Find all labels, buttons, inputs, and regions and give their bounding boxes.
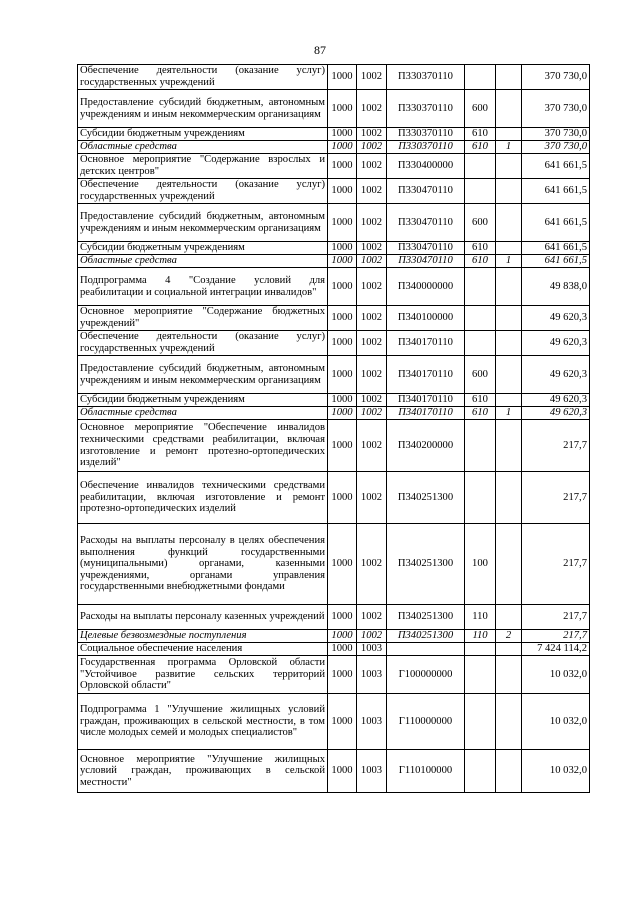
row-name: Субсидии бюджетным учреждениям: [78, 242, 328, 255]
expense-type-code: [465, 331, 496, 356]
row-name: Обеспечение деятельности (оказание услуг) государственных учреждений: [78, 179, 328, 204]
subsection-code: 1002: [357, 128, 387, 141]
section-code: 1000: [328, 331, 357, 356]
amount: 370 730,0: [522, 90, 590, 128]
target-article-code: П330400000: [387, 154, 465, 179]
funding-source-code: [496, 524, 522, 605]
page-number: 87: [314, 43, 326, 57]
row-name: Основное мероприятие "Обеспечение инвалидов техническими средствами реабилитации, включая изготовление и ремонт протезно-ортопедических изделий": [78, 420, 328, 472]
target-article-code: П340000000: [387, 268, 465, 306]
row-name: Областные средства: [78, 141, 328, 154]
subsection-code: 1002: [357, 242, 387, 255]
subsection-code: 1002: [357, 331, 387, 356]
amount: 217,7: [522, 472, 590, 524]
expense-type-code: 610: [465, 407, 496, 420]
target-article-code: П330370110: [387, 90, 465, 128]
section-code: 1000: [328, 141, 357, 154]
table-row: [78, 524, 590, 605]
target-article-code: П340251300: [387, 605, 465, 630]
row-name: Субсидии бюджетным учреждениям: [78, 128, 328, 141]
section-code: 1000: [328, 65, 357, 90]
subsection-code: 1002: [357, 90, 387, 128]
amount: 10 032,0: [522, 750, 590, 793]
target-article-code: П340200000: [387, 420, 465, 472]
section-code: 1000: [328, 356, 357, 394]
section-code: 1000: [328, 605, 357, 630]
table-row: [78, 204, 590, 242]
subsection-code: 1002: [357, 356, 387, 394]
expense-type-code: 600: [465, 204, 496, 242]
funding-source-code: [496, 306, 522, 331]
row-name: Государственная программа Орловской области "Устойчивое развитие сельских территорий Орловской области": [78, 656, 328, 694]
table-row: [78, 331, 590, 356]
section-code: 1000: [328, 255, 357, 268]
table-row: [78, 242, 590, 255]
section-code: 1000: [328, 306, 357, 331]
row-name: Расходы на выплаты персоналу казенных учреждений: [78, 605, 328, 630]
funding-source-code: [496, 356, 522, 394]
amount: 370 730,0: [522, 141, 590, 154]
amount: 370 730,0: [522, 128, 590, 141]
expense-type-code: 610: [465, 141, 496, 154]
target-article-code: П330370110: [387, 65, 465, 90]
expense-type-code: 110: [465, 605, 496, 630]
funding-source-code: [496, 420, 522, 472]
table-row: [78, 128, 590, 141]
table-row: [78, 472, 590, 524]
expense-type-code: 610: [465, 128, 496, 141]
section-code: 1000: [328, 242, 357, 255]
table-row: [78, 420, 590, 472]
amount: 49 838,0: [522, 268, 590, 306]
target-article-code: П340251300: [387, 630, 465, 643]
expense-type-code: 110: [465, 630, 496, 643]
section-code: 1000: [328, 656, 357, 694]
funding-source-code: [496, 656, 522, 694]
target-article-code: П330470110: [387, 204, 465, 242]
subsection-code: 1002: [357, 268, 387, 306]
table-row: [78, 656, 590, 694]
row-name: Основное мероприятие "Улучшение жилищных условий граждан, проживающих в сельской местности": [78, 750, 328, 793]
amount: 217,7: [522, 630, 590, 643]
row-name: Основное мероприятие "Содержание взрослых и детских центров": [78, 154, 328, 179]
amount: 49 620,3: [522, 331, 590, 356]
funding-source-code: [496, 90, 522, 128]
amount: 10 032,0: [522, 656, 590, 694]
subsection-code: 1002: [357, 472, 387, 524]
section-code: 1000: [328, 694, 357, 750]
subsection-code: 1003: [357, 643, 387, 656]
target-article-code: Г110100000: [387, 750, 465, 793]
amount: 641 661,5: [522, 179, 590, 204]
expense-type-code: 600: [465, 356, 496, 394]
table-row: [78, 750, 590, 793]
funding-source-code: [496, 154, 522, 179]
table-row: [78, 306, 590, 331]
section-code: 1000: [328, 524, 357, 605]
table-row: [78, 141, 590, 154]
row-name: Подпрограмма 4 "Создание условий для реабилитации и социальной интеграции инвалидов": [78, 268, 328, 306]
amount: 370 730,0: [522, 65, 590, 90]
subsection-code: 1002: [357, 524, 387, 605]
section-code: 1000: [328, 179, 357, 204]
expense-type-code: 600: [465, 90, 496, 128]
row-name: Обеспечение деятельности (оказание услуг) государственных учреждений: [78, 65, 328, 90]
section-code: 1000: [328, 630, 357, 643]
table-row: [78, 179, 590, 204]
amount: 49 620,3: [522, 356, 590, 394]
section-code: 1000: [328, 750, 357, 793]
row-name: Областные средства: [78, 407, 328, 420]
funding-source-code: [496, 179, 522, 204]
row-name: Социальное обеспечение населения: [78, 643, 328, 656]
expense-type-code: [465, 656, 496, 694]
amount: 49 620,3: [522, 407, 590, 420]
table-row: [78, 255, 590, 268]
funding-source-code: [496, 268, 522, 306]
budget-table: [77, 64, 590, 793]
expense-type-code: [465, 643, 496, 656]
section-code: 1000: [328, 420, 357, 472]
funding-source-code: [496, 694, 522, 750]
section-code: 1000: [328, 268, 357, 306]
funding-source-code: [496, 242, 522, 255]
funding-source-code: 1: [496, 255, 522, 268]
subsection-code: 1003: [357, 694, 387, 750]
row-name: Целевые безвозмездные поступления: [78, 630, 328, 643]
subsection-code: 1003: [357, 656, 387, 694]
row-name: Предоставление субсидий бюджетным, автономным учреждениям и иным некоммерческим организациям: [78, 356, 328, 394]
expense-type-code: 610: [465, 394, 496, 407]
row-name: Подпрограмма 1 "Улучшение жилищных условий граждан, проживающих в сельской местности, в том числе молодых семей и молодых специалистов": [78, 694, 328, 750]
section-code: 1000: [328, 128, 357, 141]
target-article-code: Г100000000: [387, 656, 465, 694]
subsection-code: 1002: [357, 306, 387, 331]
section-code: 1000: [328, 154, 357, 179]
section-code: 1000: [328, 472, 357, 524]
row-name: Обеспечение деятельности (оказание услуг) государственных учреждений: [78, 331, 328, 356]
funding-source-code: [496, 331, 522, 356]
expense-type-code: [465, 268, 496, 306]
expense-type-code: 100: [465, 524, 496, 605]
table-row: [78, 394, 590, 407]
subsection-code: 1002: [357, 65, 387, 90]
subsection-code: 1002: [357, 179, 387, 204]
target-article-code: П340251300: [387, 524, 465, 605]
table-row: [78, 356, 590, 394]
section-code: 1000: [328, 90, 357, 128]
target-article-code: П330370110: [387, 128, 465, 141]
subsection-code: 1002: [357, 394, 387, 407]
expense-type-code: 610: [465, 255, 496, 268]
funding-source-code: [496, 605, 522, 630]
subsection-code: 1002: [357, 630, 387, 643]
expense-type-code: [465, 306, 496, 331]
row-name: Областные средства: [78, 255, 328, 268]
expense-type-code: [465, 472, 496, 524]
target-article-code: П340170110: [387, 356, 465, 394]
expense-type-code: [465, 750, 496, 793]
target-article-code: П340170110: [387, 331, 465, 356]
row-name: Основное мероприятие "Содержание бюджетных учреждений": [78, 306, 328, 331]
table-row: [78, 65, 590, 90]
subsection-code: 1002: [357, 141, 387, 154]
amount: 641 661,5: [522, 204, 590, 242]
amount: 49 620,3: [522, 394, 590, 407]
subsection-code: 1002: [357, 204, 387, 242]
target-article-code: П340251300: [387, 472, 465, 524]
amount: 217,7: [522, 605, 590, 630]
table-row: [78, 643, 590, 656]
subsection-code: 1002: [357, 420, 387, 472]
section-code: 1000: [328, 407, 357, 420]
section-code: 1000: [328, 204, 357, 242]
amount: 49 620,3: [522, 306, 590, 331]
funding-source-code: [496, 128, 522, 141]
row-name: Предоставление субсидий бюджетным, автономным учреждениям и иным некоммерческим организациям: [78, 204, 328, 242]
target-article-code: П340100000: [387, 306, 465, 331]
expense-type-code: [465, 694, 496, 750]
amount: 7 424 114,2: [522, 643, 590, 656]
amount: 10 032,0: [522, 694, 590, 750]
funding-source-code: [496, 643, 522, 656]
target-article-code: П330370110: [387, 141, 465, 154]
expense-type-code: [465, 179, 496, 204]
funding-source-code: 2: [496, 630, 522, 643]
table-row: [78, 154, 590, 179]
expense-type-code: [465, 420, 496, 472]
expense-type-code: [465, 154, 496, 179]
expense-type-code: 610: [465, 242, 496, 255]
amount: 217,7: [522, 420, 590, 472]
table-row: [78, 268, 590, 306]
target-article-code: П340170110: [387, 394, 465, 407]
funding-source-code: [496, 394, 522, 407]
table-row: [78, 407, 590, 420]
expense-type-code: [465, 65, 496, 90]
row-name: Расходы на выплаты персоналу в целях обеспечения выполнения функций государственными (муниципальными) органами, казенными учреждениями, органами управления государственными внебюджетными фондами: [78, 524, 328, 605]
target-article-code: Г110000000: [387, 694, 465, 750]
funding-source-code: 1: [496, 407, 522, 420]
row-name: Субсидии бюджетным учреждениям: [78, 394, 328, 407]
amount: 641 661,5: [522, 255, 590, 268]
target-article-code: П330470110: [387, 242, 465, 255]
funding-source-code: 1: [496, 141, 522, 154]
target-article-code: П330470110: [387, 255, 465, 268]
subsection-code: 1002: [357, 605, 387, 630]
section-code: 1000: [328, 394, 357, 407]
table-row: [78, 90, 590, 128]
target-article-code: П330470110: [387, 179, 465, 204]
row-name: Предоставление субсидий бюджетным, автономным учреждениям и иным некоммерческим организациям: [78, 90, 328, 128]
table-row: [78, 694, 590, 750]
funding-source-code: [496, 65, 522, 90]
table-row: [78, 630, 590, 643]
amount: 641 661,5: [522, 154, 590, 179]
subsection-code: 1002: [357, 255, 387, 268]
funding-source-code: [496, 472, 522, 524]
row-name: Обеспечение инвалидов техническими средствами реабилитации, включая изготовление и ремонт протезно-ортопедических изделий: [78, 472, 328, 524]
funding-source-code: [496, 750, 522, 793]
table-row: [78, 605, 590, 630]
section-code: 1000: [328, 643, 357, 656]
amount: 641 661,5: [522, 242, 590, 255]
subsection-code: 1002: [357, 154, 387, 179]
subsection-code: 1003: [357, 750, 387, 793]
target-article-code: П340170110: [387, 407, 465, 420]
target-article-code: [387, 643, 465, 656]
amount: 217,7: [522, 524, 590, 605]
subsection-code: 1002: [357, 407, 387, 420]
funding-source-code: [496, 204, 522, 242]
